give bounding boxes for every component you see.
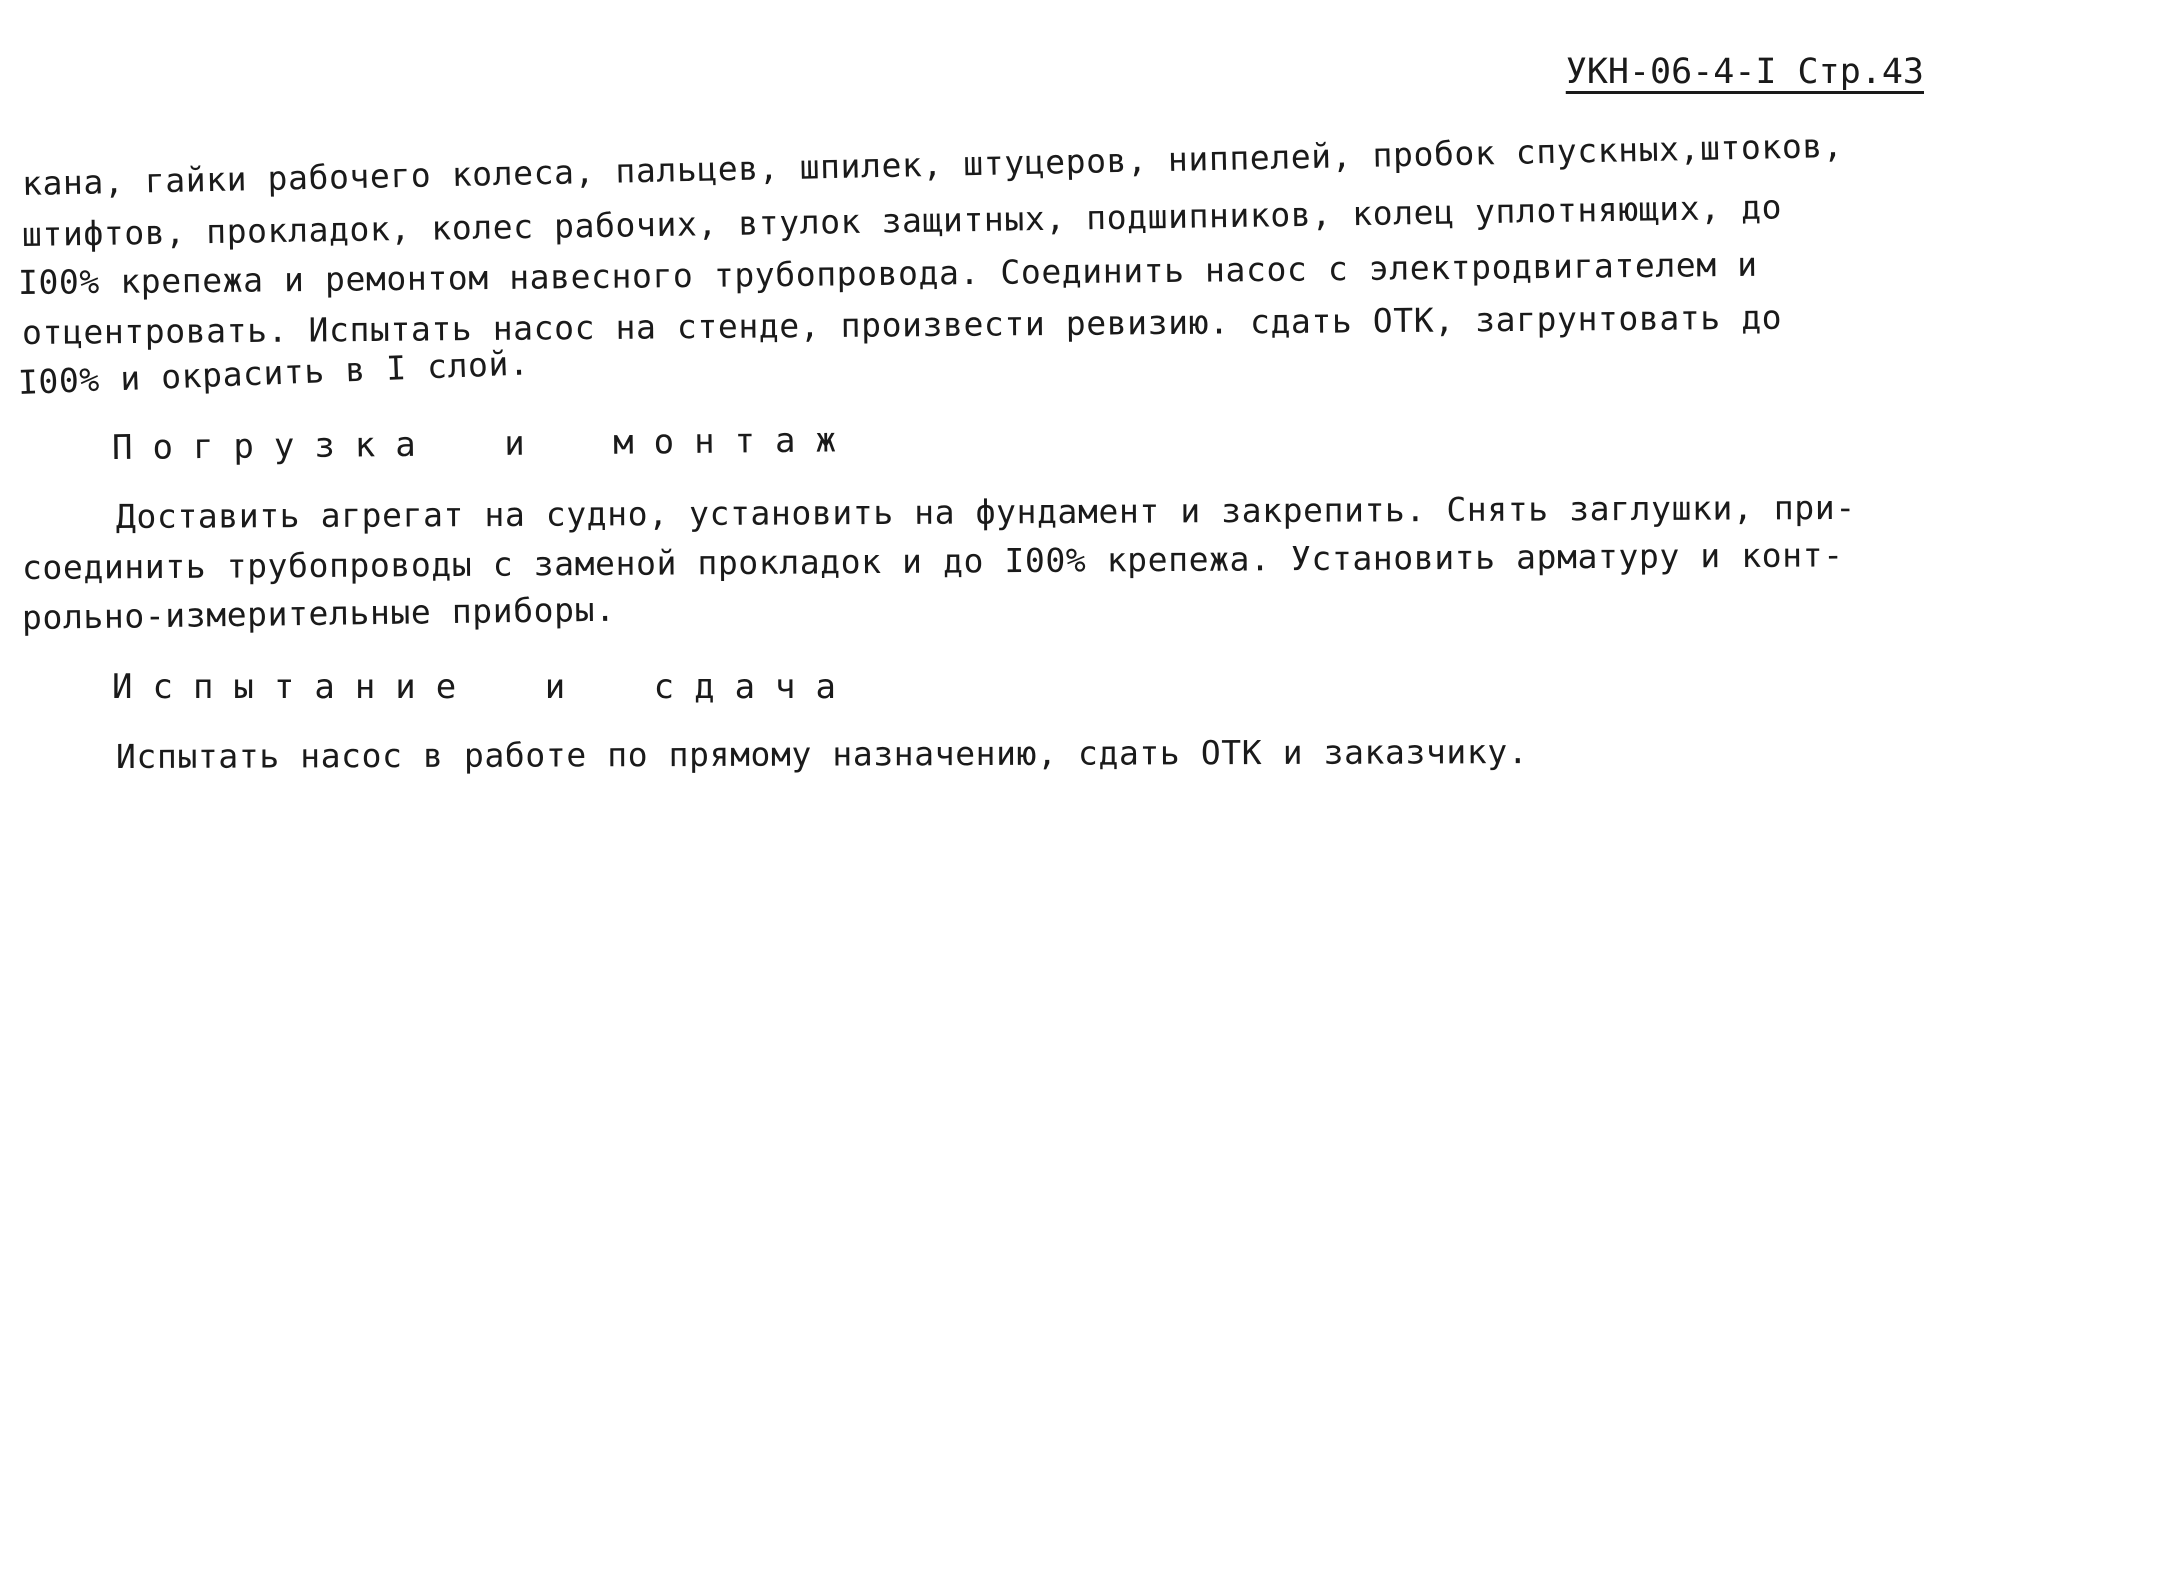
body-line-1: кана, гайки рабочего колеса, пальцев, шпилек, штуцеров, ниппелей, пробок спускных,штоков, xyxy=(21,125,1844,203)
body-line-2: штифтов, прокладок, колес рабочих, втулок защитных, подшипников, колец уплотняющих, до xyxy=(21,187,1783,254)
body-line-6: Доставить агрегат на судно, установить на фундамент и закрепить. Снять заглушки, при- xyxy=(115,487,1856,536)
body-line-8: рольно-измерительные приборы. xyxy=(21,589,616,637)
body-line-7: соединить трубопроводы с заменой прокладок и до I00% крепежа. Установить арматуру и конт- xyxy=(21,535,1844,587)
body-line-4: отцентровать. Испытать насос на стенде, произвести ревизию. сдать ОТК, загрунтовать до xyxy=(21,297,1783,352)
body-line-3: I00% крепежа и ремонтом навесного трубопровода. Соединить насос с электродвигателем и xyxy=(17,244,1758,302)
body-line-9: Испытать насос в работе по прямому назначению, сдать ОТК и заказчику. xyxy=(115,732,1529,776)
body-line-5: I00% и окрасить в I слой. xyxy=(17,343,531,402)
document-reference-header: УКН-06-4-I Стр.43 xyxy=(1565,52,1924,92)
section-heading-testing-handover: Испытание и сдача xyxy=(112,667,856,707)
section-heading-loading-installation: Погрузка и монтаж xyxy=(111,420,857,468)
